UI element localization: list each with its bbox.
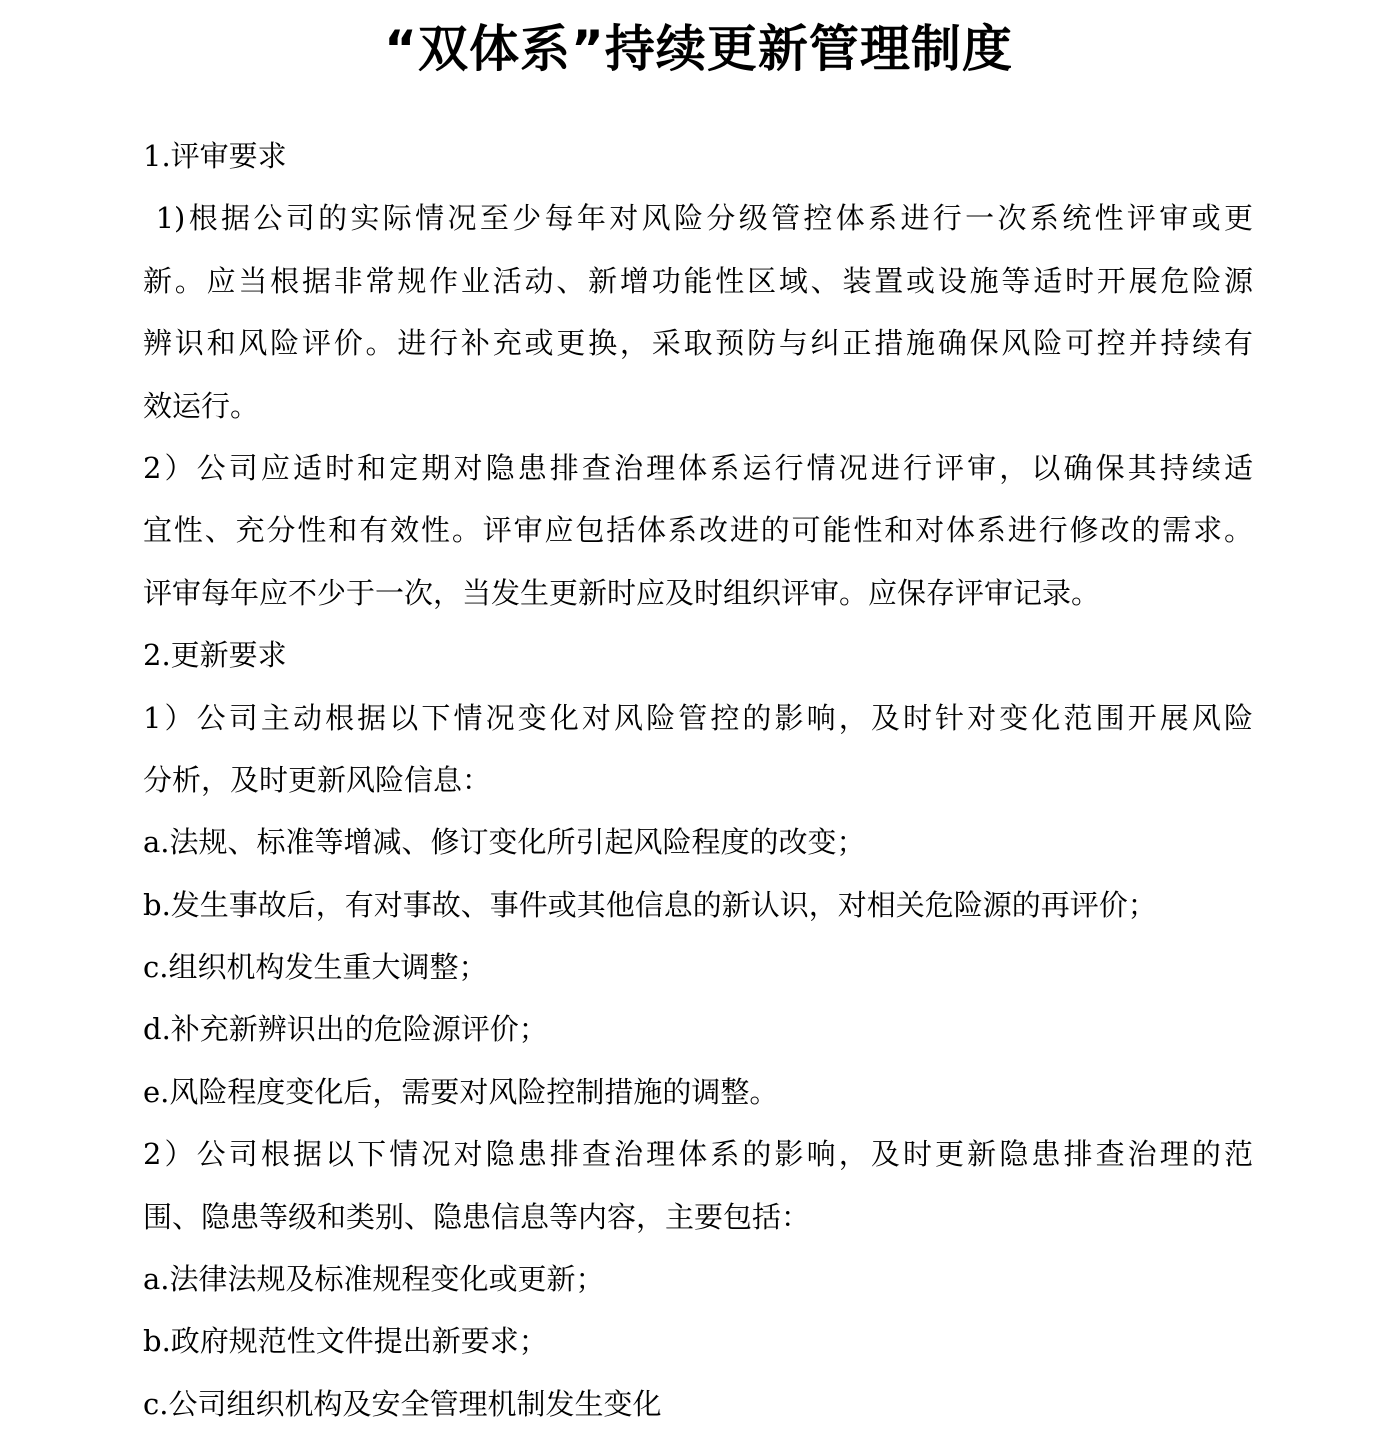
document-title: “双体系”持续更新管理制度 xyxy=(384,20,1013,78)
paragraph-line: 评审每年应不少于一次，当发生更新时应及时组织评审。应保存评审记录。 xyxy=(143,575,1101,610)
paragraph-line: 2）公司根据以下情况对隐患排查治理体系的影响，及时更新隐患排查治理的范 xyxy=(143,1137,1253,1172)
paragraph-line: 效运行。 xyxy=(143,388,260,423)
list-item: b.政府规范性文件提出新要求； xyxy=(143,1324,548,1359)
list-item: a.法规、标准等增减、修订变化所引起风险程度的改变； xyxy=(143,825,866,860)
list-item: b.发生事故后，有对事故、事件或其他信息的新认识，对相关危险源的再评价； xyxy=(143,887,1157,922)
paragraph-line: 辨识和风险评价。进行补充或更换，采取预防与纠正措施确保风险可控并持续有 xyxy=(143,326,1253,361)
paragraph-line: 围、隐患等级和类别、隐患信息等内容，主要包括： xyxy=(143,1199,811,1234)
section-heading-review: 1.评审要求 xyxy=(143,139,287,173)
paragraph-line: 宜性、充分性和有效性。评审应包括体系改进的可能性和对体系进行修改的需求。 xyxy=(143,513,1253,548)
document-body xyxy=(143,125,1253,1435)
list-item: d.补充新辨识出的危险源评价； xyxy=(143,1012,548,1047)
paragraph-line: 1）公司主动根据以下情况变化对风险管控的影响，及时针对变化范围开展风险 xyxy=(143,700,1253,735)
paragraph-line: 新。应当根据非常规作业活动、新增功能性区域、装置或设施等适时开展危险源 xyxy=(143,263,1253,298)
paragraph-line: 1)根据公司的实际情况至少每年对风险分级管控体系进行一次系统性评审或更 xyxy=(143,201,1253,236)
section-heading-update: 2.更新要求 xyxy=(143,638,287,673)
list-item: e.风险程度变化后，需要对风险控制措施的调整。 xyxy=(143,1074,779,1109)
list-item: c.组织机构发生重大调整； xyxy=(143,950,488,985)
list-item: a.法律法规及标准规程变化或更新； xyxy=(143,1262,605,1297)
paragraph-line: 分析，及时更新风险信息： xyxy=(143,762,492,797)
paragraph-line: 2）公司应适时和定期对隐患排查治理体系运行情况进行评审，以确保其持续适 xyxy=(143,450,1253,485)
list-item: c.公司组织机构及安全管理机制发生变化 xyxy=(143,1386,662,1421)
